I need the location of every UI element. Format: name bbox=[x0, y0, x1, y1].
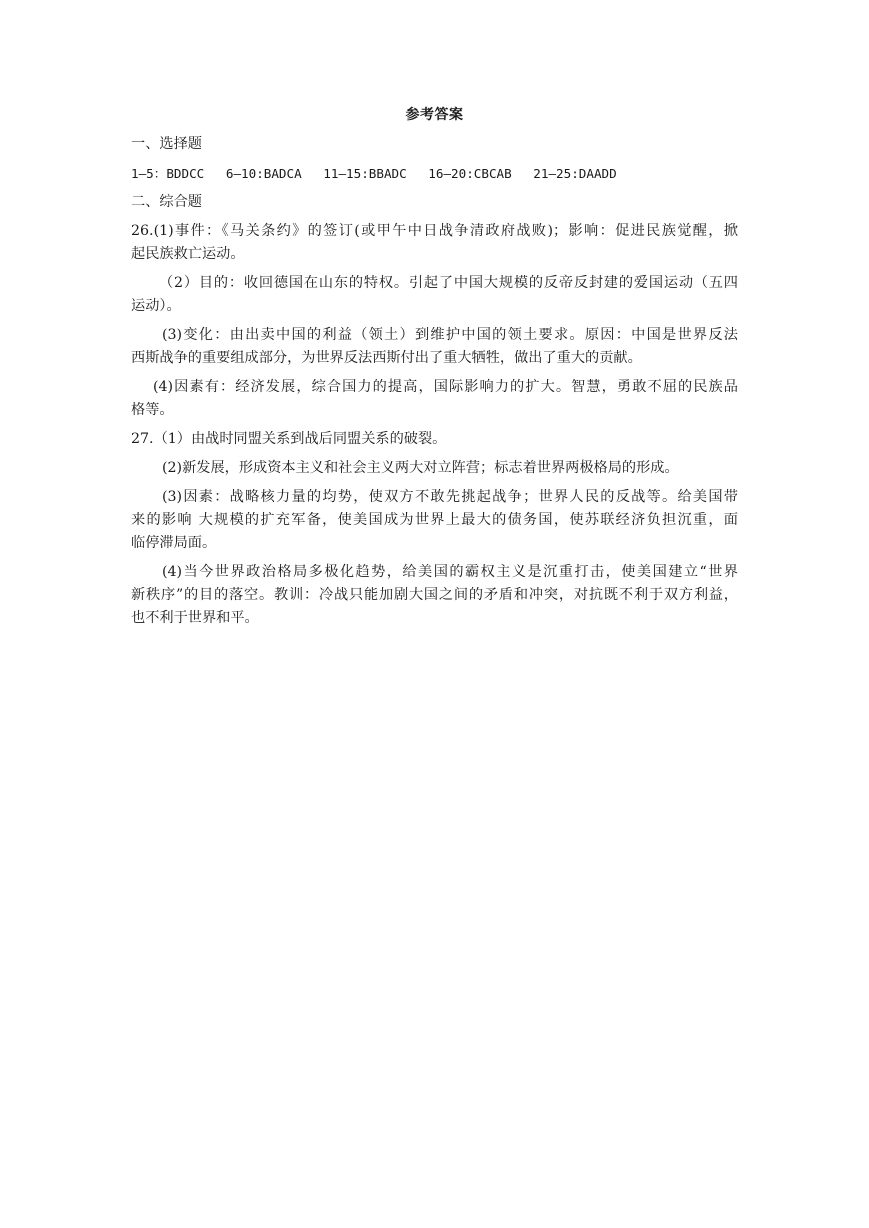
q27-part3 bbox=[131, 486, 738, 555]
q26-part3 bbox=[131, 324, 738, 370]
answer-group-5: 21—25:DAADD bbox=[533, 166, 617, 181]
text-line: (2)新发展，形成资本主义和社会主义两大对立阵营；标志着世界两极格局的形成。 bbox=[162, 460, 679, 476]
text-line: 西斯战争的重要组成部分，为世界反法西斯付出了重大牺牲，做出了重大的贡献。 bbox=[131, 350, 642, 366]
text-line: 运动）。 bbox=[131, 298, 181, 314]
answer-group-4: 16—20:CBCAB bbox=[428, 166, 512, 181]
answer-group-1: 1—5：BDDCC bbox=[131, 166, 205, 181]
text-line: 临停滞局面。 bbox=[131, 535, 217, 551]
section-heading-comprehensive: 二、综合题 bbox=[131, 194, 202, 210]
text-line: 26.(1)事件：《马关条约》的签订(或甲午中日战争清政府战败)；影响：促进民族觉醒，掀 bbox=[131, 223, 738, 239]
text-line: (4)当今世界政治格局多极化趋势，给美国的霸权主义是沉重打击，使美国建立“世界 bbox=[162, 564, 738, 580]
answer-group-3: 11—15:BBADC bbox=[323, 166, 407, 181]
text-line: 来的影响 大规模的扩充军备，使美国成为世界上最大的债务国，使苏联经济负担沉重，面 bbox=[131, 512, 738, 528]
q27-part1 bbox=[131, 428, 738, 451]
q26-part1 bbox=[131, 220, 738, 266]
choice-answers bbox=[131, 162, 738, 185]
text-line: 起民族救亡运动。 bbox=[131, 246, 245, 262]
page-title: 参考答案 bbox=[405, 107, 464, 123]
q26-part4 bbox=[131, 376, 738, 422]
text-line: (4)因素有：经济发展，综合国力的提高，国际影响力的扩大。智慧，勇敢不屈的民族品 bbox=[153, 379, 738, 395]
q26-part2 bbox=[131, 272, 738, 318]
text-line: (3)因素：战略核力量的均势，使双方不敢先挑起战争；世界人民的反战等。给美国带 bbox=[162, 489, 738, 505]
answer-group-2: 6—10:BADCA bbox=[225, 166, 302, 181]
section-heading-choice: 一、选择题 bbox=[131, 136, 202, 152]
q27-part2 bbox=[131, 457, 738, 480]
text-line: 27.（1）由战时同盟关系到战后同盟关系的破裂。 bbox=[131, 431, 447, 447]
text-line: 新秩序”的目的落空。教训：冷战只能加剧大国之间的矛盾和冲突，对抗既不利于双方利益， bbox=[131, 587, 738, 603]
q27-part4 bbox=[131, 561, 738, 630]
text-line: 也不利于世界和平。 bbox=[131, 610, 259, 626]
text-line: (3)变化：由出卖中国的利益（领土）到维护中国的领土要求。原因：中国是世界反法 bbox=[162, 327, 738, 343]
answer-content bbox=[131, 133, 738, 636]
text-line: 格等。 bbox=[131, 402, 174, 418]
text-line: （2）目的：收回德国在山东的特权。引起了中国大规模的反帝反封建的爱国运动（五四 bbox=[159, 275, 738, 291]
